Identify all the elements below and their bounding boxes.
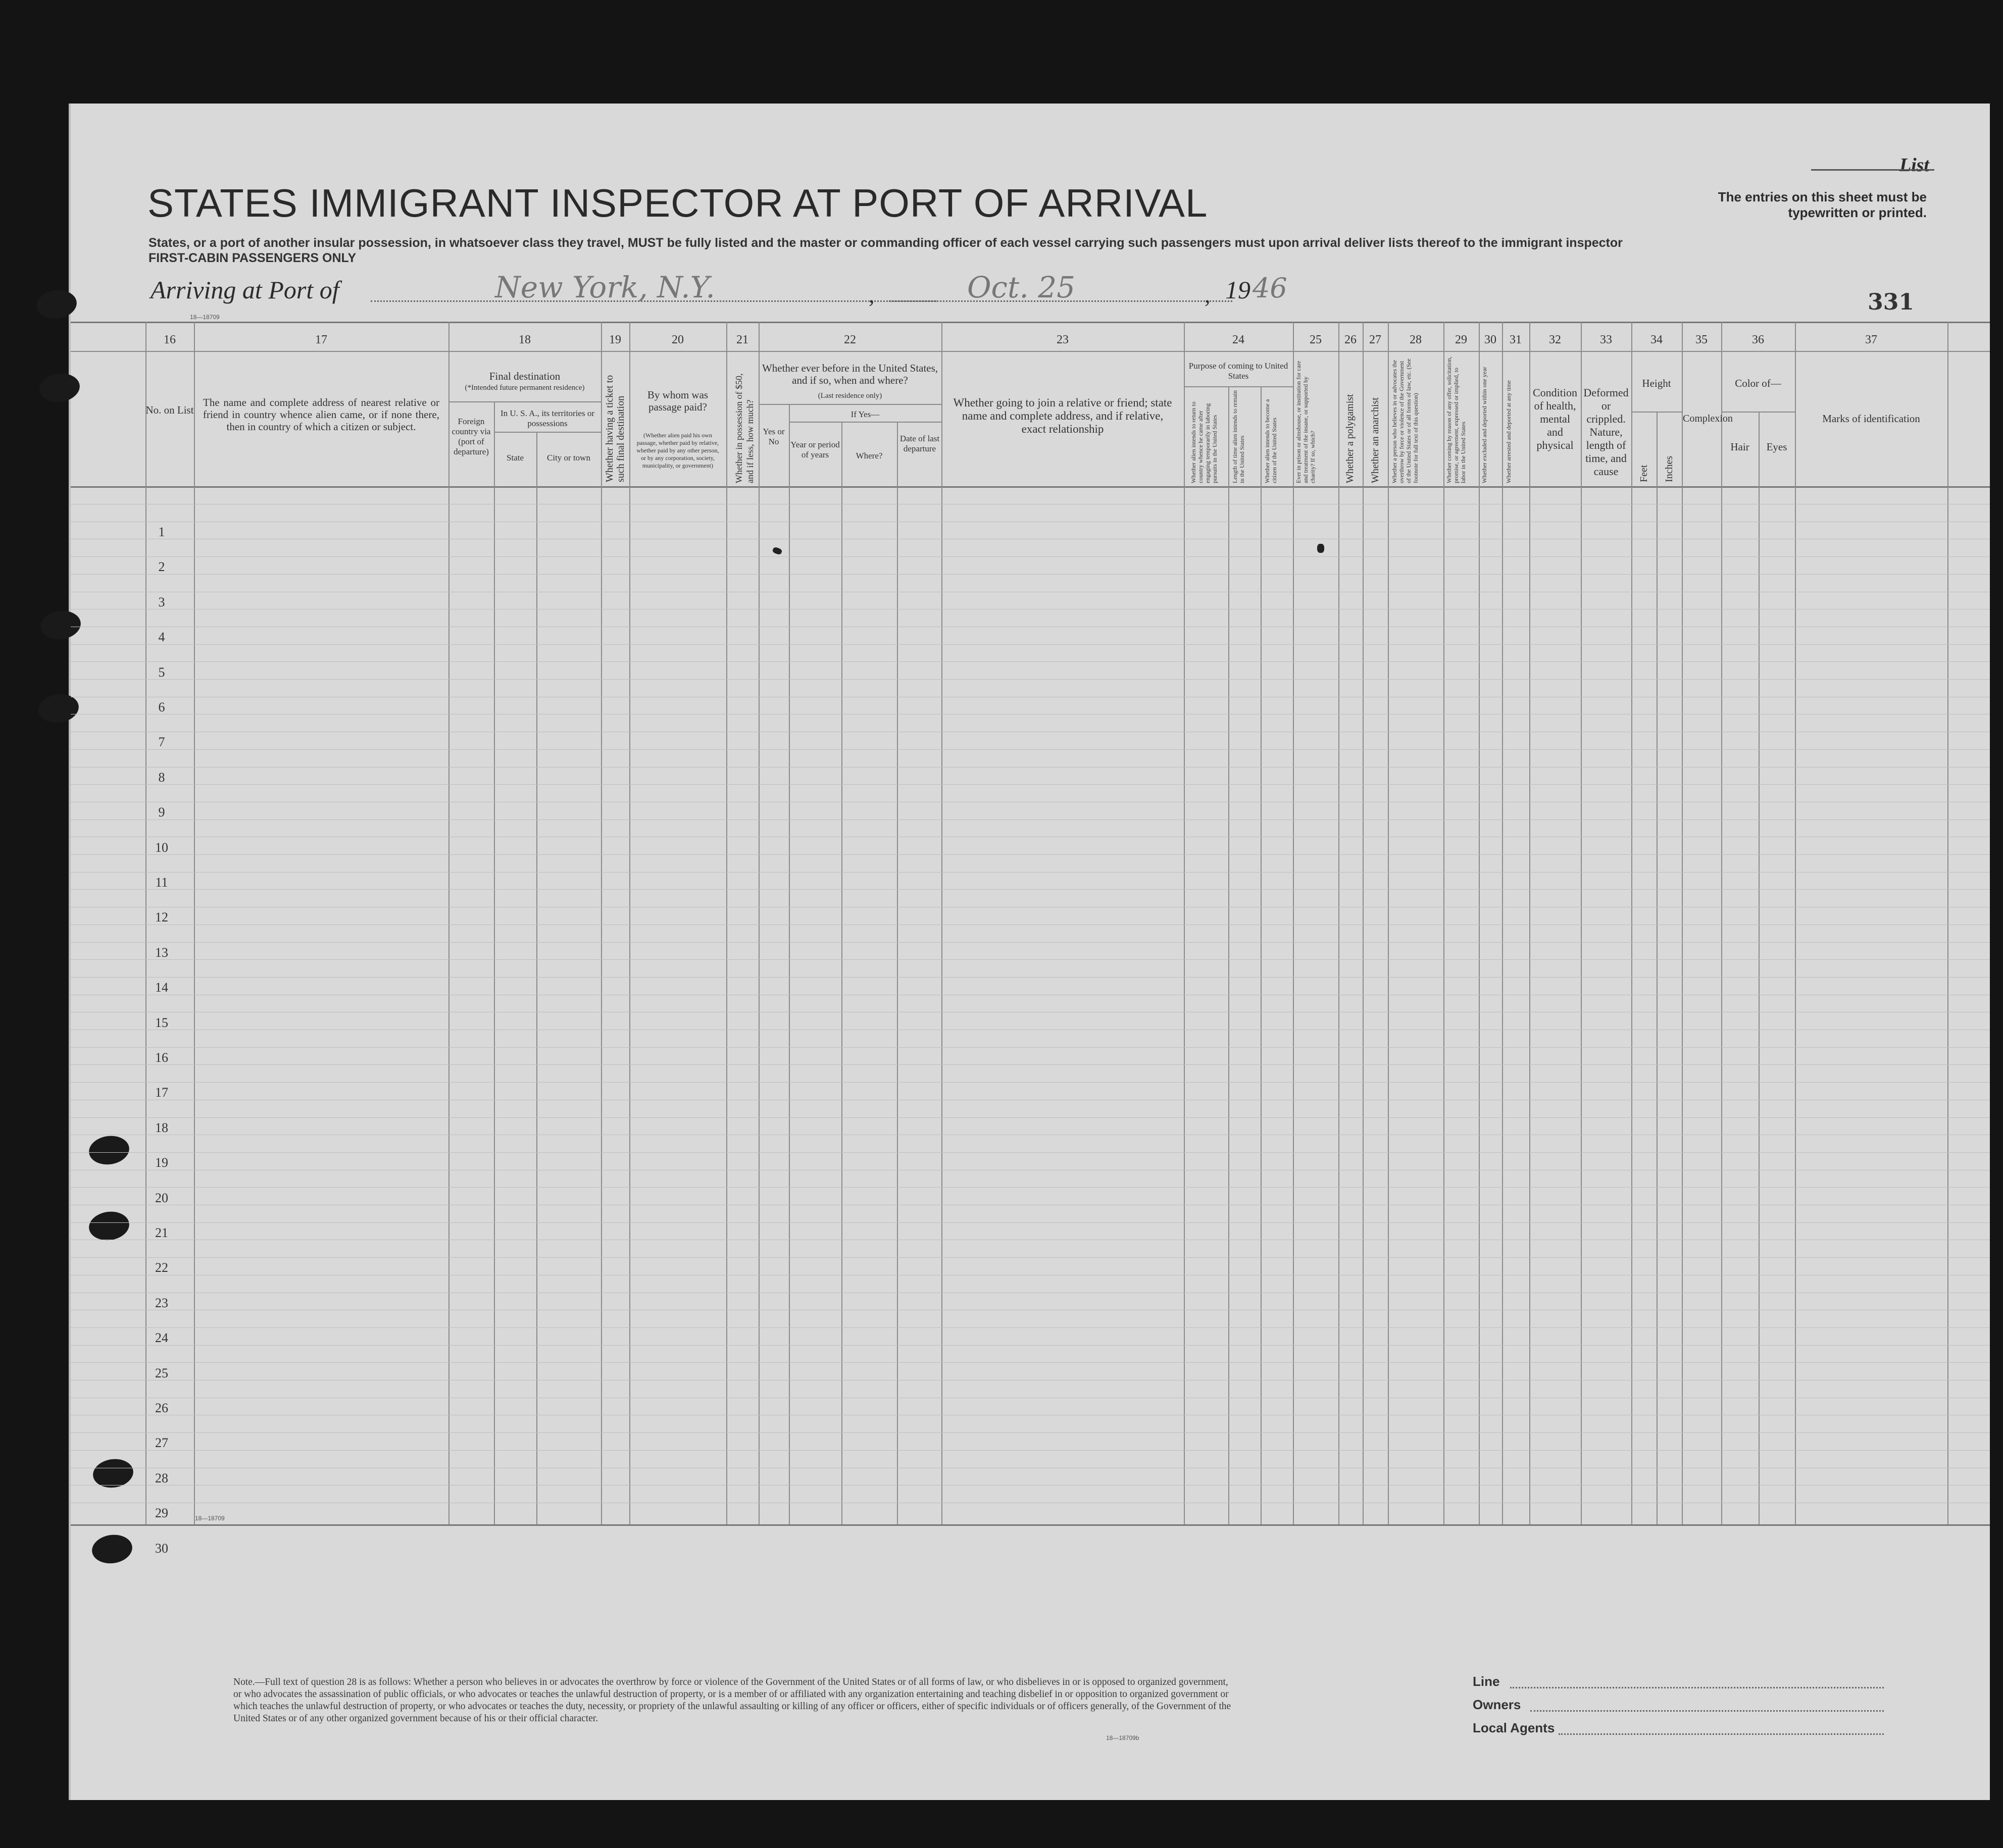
column-line [1759, 412, 1760, 1524]
row-number: 28 [155, 1470, 168, 1485]
header-in-usa: In U. S. A., its territories or possessions [500, 408, 595, 428]
ink-mark [772, 546, 782, 555]
column-line [759, 322, 760, 1524]
row-number: 22 [155, 1260, 168, 1275]
column-number: 18 [519, 333, 531, 346]
column-line [448, 322, 449, 1524]
row-number: 30 [155, 1541, 168, 1556]
punch-hole [34, 288, 78, 322]
column-line [1529, 322, 1530, 1524]
column-number: 28 [1410, 333, 1422, 346]
header-prison: Ever in prison or almshouse, or institution for care and treatment of the insane, or supported by charity? If so, which? [1295, 361, 1316, 483]
header-where: Where? [856, 451, 883, 460]
header-deformed: Deformed or crippled. Nature, length of time, and cause [1583, 386, 1629, 478]
column-number: 34 [1650, 333, 1663, 346]
column-line [1682, 322, 1683, 1524]
list-number-field [1811, 169, 1934, 171]
header-hair: Hair [1730, 441, 1749, 453]
row-number: 20 [155, 1190, 168, 1205]
ruled-line [71, 1327, 1990, 1328]
ink-mark [1317, 544, 1324, 553]
column-line [1721, 322, 1722, 1524]
row-number: 8 [158, 769, 165, 785]
column-line [1479, 322, 1480, 1524]
header-passage-note: (Whether alien paid his own passage, whether paid by relative, whether paid by any other person, or by any corporation, society, municipality, or government) [636, 432, 719, 469]
row-number: 17 [155, 1085, 168, 1100]
row-number: 4 [158, 630, 165, 645]
ruled-line [71, 889, 1990, 890]
subheader-line [759, 404, 941, 405]
header-foreign-country: Foreign country via (port of departure) [452, 417, 491, 456]
punch-hole [38, 608, 82, 642]
owners-field [1530, 1710, 1884, 1712]
header-height: Height [1642, 377, 1671, 389]
ruled-line [71, 819, 1990, 820]
punch-hole [90, 1532, 134, 1566]
row-number: 3 [158, 594, 165, 609]
row-number: 24 [155, 1330, 168, 1346]
column-line [1293, 322, 1294, 1524]
column-number: 26 [1344, 333, 1357, 346]
column-number: 24 [1232, 333, 1244, 346]
ruled-line [71, 1152, 1990, 1153]
ruled-line [71, 1187, 1990, 1188]
ruled-line [71, 1432, 1990, 1433]
ruled-line [71, 1450, 1990, 1451]
row-number: 6 [158, 700, 165, 714]
punch-hole [87, 1209, 131, 1243]
column-line [841, 422, 842, 1524]
ruled-line [71, 556, 1990, 557]
comma: , [1205, 282, 1211, 307]
header-purpose: Purpose of coming to United States [1188, 361, 1288, 381]
column-number: 22 [844, 333, 856, 346]
arriving-label: Arriving at Port of [151, 276, 339, 304]
column-line [1261, 386, 1262, 1524]
header-arrested: Whether arrested and deported at any time [1505, 380, 1512, 483]
punch-hole [37, 371, 81, 405]
row-number: 26 [155, 1401, 168, 1415]
ruled-line [71, 1362, 1990, 1363]
ruled-line [71, 749, 1990, 750]
header-ticket: Whether having a ticket to such final destination [604, 375, 626, 482]
header-city: City or town [547, 453, 590, 463]
ruled-line [71, 644, 1990, 645]
instruction-text: States, or a port of another insular possession, in whatsoever class they travel, MUST be fully listed and the master or commanding officer of each vessel carrying such passengers must upon arrival deliver lists thereof to the immigrant inspector [148, 236, 1623, 250]
column-number: 19 [609, 333, 621, 346]
column-line [1502, 322, 1503, 1524]
header-inches: Inches [1664, 455, 1675, 482]
ruled-line [71, 574, 1990, 575]
ruled-line [71, 679, 1990, 680]
header-yes-no: Yes or No [763, 427, 785, 446]
row-number: 11 [155, 875, 168, 890]
header-overthrow: Whether a person who believes in or advocates the overthrow by force or violence of the Government of the United States or of all forms of law, etc. (See footnote for full text of this question) [1391, 358, 1419, 483]
subheader-line [1721, 412, 1795, 413]
column-number-row-border [71, 351, 1990, 352]
list-label: List [1899, 155, 1929, 176]
column-line [1581, 322, 1582, 1524]
header-feet: Feet [1638, 465, 1649, 482]
ruled-line [71, 959, 1990, 960]
subheader-line [1184, 386, 1293, 387]
owners-label: Owners [1473, 1697, 1521, 1712]
form-code: 18—18709 [195, 1515, 225, 1522]
header-last-residence: (Last residence only) [818, 392, 882, 400]
row-number: 14 [155, 980, 168, 995]
header-purpose-length: Length of time alien intends to remain in the United States [1231, 390, 1245, 483]
ruled-line [71, 1117, 1990, 1118]
column-number: 29 [1455, 333, 1467, 346]
form-code: 18—18709 [190, 314, 220, 321]
column-number: 16 [164, 333, 176, 346]
header-purpose-return: Whether alien intends to return to country whence he came after engaging temporarily in laboring pursuits in the United States [1190, 401, 1218, 483]
column-number: 25 [1310, 333, 1322, 346]
row-number: 2 [158, 559, 165, 575]
column-number: 32 [1549, 333, 1561, 346]
column-line [1184, 322, 1185, 1524]
ruled-line [71, 977, 1990, 978]
column-line [1338, 322, 1339, 1524]
row-number: 27 [155, 1435, 168, 1451]
year-prefix: 19 [1225, 276, 1250, 304]
column-line [941, 322, 942, 1524]
punch-hole [87, 1134, 131, 1167]
header-ever-before: Whether ever before in the United States, and if so, when and where? [762, 362, 938, 386]
year-handwritten: 46 [1253, 272, 1287, 304]
column-line [494, 401, 495, 1524]
ruled-line [71, 942, 1990, 943]
row-number: 19 [155, 1155, 168, 1170]
header-eyes: Eyes [1766, 441, 1787, 453]
header-nearest-relative: The name and complete address of nearest relative or friend in country whence alien came, or if none there, then in country of which a citizen or subject. [203, 396, 439, 433]
header-passage-paid: By whom was passage paid? [647, 389, 709, 413]
column-number: 20 [672, 333, 684, 346]
header-health: Condition of health, mental and physical [1532, 386, 1577, 451]
row-number: 1 [158, 525, 165, 539]
column-number: 33 [1600, 333, 1612, 346]
row-number: 9 [158, 805, 165, 820]
port-handwritten: New York, N.Y. [495, 270, 715, 304]
column-number: 27 [1369, 333, 1381, 346]
header-fifty-dollars: Whether in possession of $50, and if less, how much? [734, 373, 755, 483]
ruled-line [71, 1082, 1990, 1083]
column-line [1657, 412, 1658, 1524]
row-number: 18 [155, 1120, 168, 1135]
header-purpose-citizen: Whether alien intends to become a citizen of the United States [1264, 399, 1278, 483]
column-line [1947, 322, 1948, 1524]
subheader-line [1631, 412, 1682, 413]
header-anarchist: Whether an anarchist [1370, 397, 1381, 483]
form-code: 18—18709b [1106, 1734, 1139, 1741]
ruled-line [71, 1345, 1990, 1346]
row-number: 12 [155, 910, 168, 925]
column-line [629, 322, 630, 1524]
ruled-line [71, 661, 1990, 662]
row-number: 21 [155, 1225, 168, 1240]
header-labor-offer: Whether coming by reason of any offer, solicitation, promise, or agreement, expressed or implied, to labor in the United States [1445, 356, 1467, 483]
column-number: 37 [1865, 333, 1877, 346]
header-join-relative: Whether going to join a relative or friend; state name and complete address, and if relative, exact relationship [953, 396, 1172, 435]
entries-note: The entries on this sheet must be typewritten or printed. [1718, 189, 1927, 220]
column-line [601, 322, 602, 1524]
row-number: 10 [155, 840, 168, 855]
column-line [1363, 322, 1364, 1524]
row-number: 15 [155, 1015, 168, 1030]
header-if-yes: If Yes— [850, 409, 880, 419]
column-line [789, 404, 790, 1524]
header-state: State [507, 453, 524, 463]
subheader-line [789, 422, 941, 423]
footnote: Note.—Full text of question 28 is as follows: Whether a person who believes in or advocates the overthrow by force or violence of the Government of the United States or of all forms of law, or who disbelieves in or is opposed to organized government, or who advocates the assassination of public officials, or who advocates or teaches the unlawful destruction of property, or is a member of or affiliated with any organization entertaining and teaching disbelief in or opposition to organized government or which teaches the unlawful destruction of property, or who advocates or teaches the duty, necessity, or propriety of the unlawful assaulting or killing of any officer or officers, either of specific individuals or of officers generally, of the Government of the United States or of any other organized government because of his or their official character. [233, 1677, 1231, 1724]
column-line [897, 422, 898, 1524]
table-top-border [71, 322, 1990, 323]
class-line: FIRST-CABIN PASSENGERS ONLY [148, 251, 357, 265]
sheet-number: 331 [1868, 289, 1914, 315]
header-complexion: Complexion [1683, 413, 1733, 424]
column-number: 35 [1695, 333, 1708, 346]
header-years: Year or period of years [790, 440, 840, 459]
header-color-of: Color of— [1735, 377, 1781, 389]
column-line [1388, 322, 1389, 1524]
form-sheet [69, 104, 1990, 1800]
table-bottom-border [71, 1524, 1990, 1526]
header-no-on-list: No. on List [145, 404, 194, 416]
local-agents-label: Local Agents [1473, 1720, 1555, 1735]
header-excluded: Whether excluded and deported within one year [1481, 367, 1488, 483]
row-number: 5 [158, 664, 165, 680]
row-number: 29 [155, 1506, 168, 1521]
column-number: 23 [1057, 333, 1069, 346]
header-bottom-border [71, 486, 1990, 488]
ruled-line [71, 1257, 1990, 1258]
column-line [726, 322, 727, 1524]
column-line [194, 322, 195, 1524]
subheader-line [494, 432, 601, 433]
ruled-line [71, 1222, 1990, 1223]
ruled-line [71, 1047, 1990, 1048]
column-line [536, 432, 537, 1524]
header-last-departure: Date of last departure [899, 434, 940, 453]
local-agents-field [1559, 1733, 1884, 1735]
column-number: 36 [1752, 333, 1764, 346]
row-number: 16 [155, 1050, 168, 1065]
line-field [1510, 1687, 1884, 1688]
column-number: 17 [315, 333, 327, 346]
ruled-line [71, 1064, 1990, 1065]
row-number: 13 [155, 945, 168, 960]
column-number: 31 [1510, 333, 1522, 346]
row-number: 23 [155, 1295, 168, 1310]
header-final-destination-note: (*Intended future permanent residence) [465, 384, 585, 392]
ruled-line [71, 854, 1990, 855]
column-line [1228, 386, 1229, 1524]
column-line [1795, 322, 1796, 1524]
page-title: STATES IMMIGRANT INSPECTOR AT PORT OF ARRIVAL [147, 181, 1208, 225]
column-line [1443, 322, 1444, 1524]
column-number: 21 [736, 333, 748, 346]
date-handwritten: Oct. 25 [967, 270, 1076, 304]
column-number: 30 [1484, 333, 1496, 346]
row-number: 7 [158, 735, 165, 750]
subheader-line [448, 401, 601, 402]
line-label: Line [1473, 1674, 1500, 1689]
header-polygamist: Whether a polygamist [1344, 394, 1356, 483]
ruled-line [71, 784, 1990, 785]
header-final-destination: Final destination [489, 370, 561, 382]
row-number: 25 [155, 1365, 168, 1380]
header-marks: Marks of identification [1822, 413, 1920, 425]
column-line [1631, 322, 1632, 1524]
comma: , [869, 282, 875, 307]
